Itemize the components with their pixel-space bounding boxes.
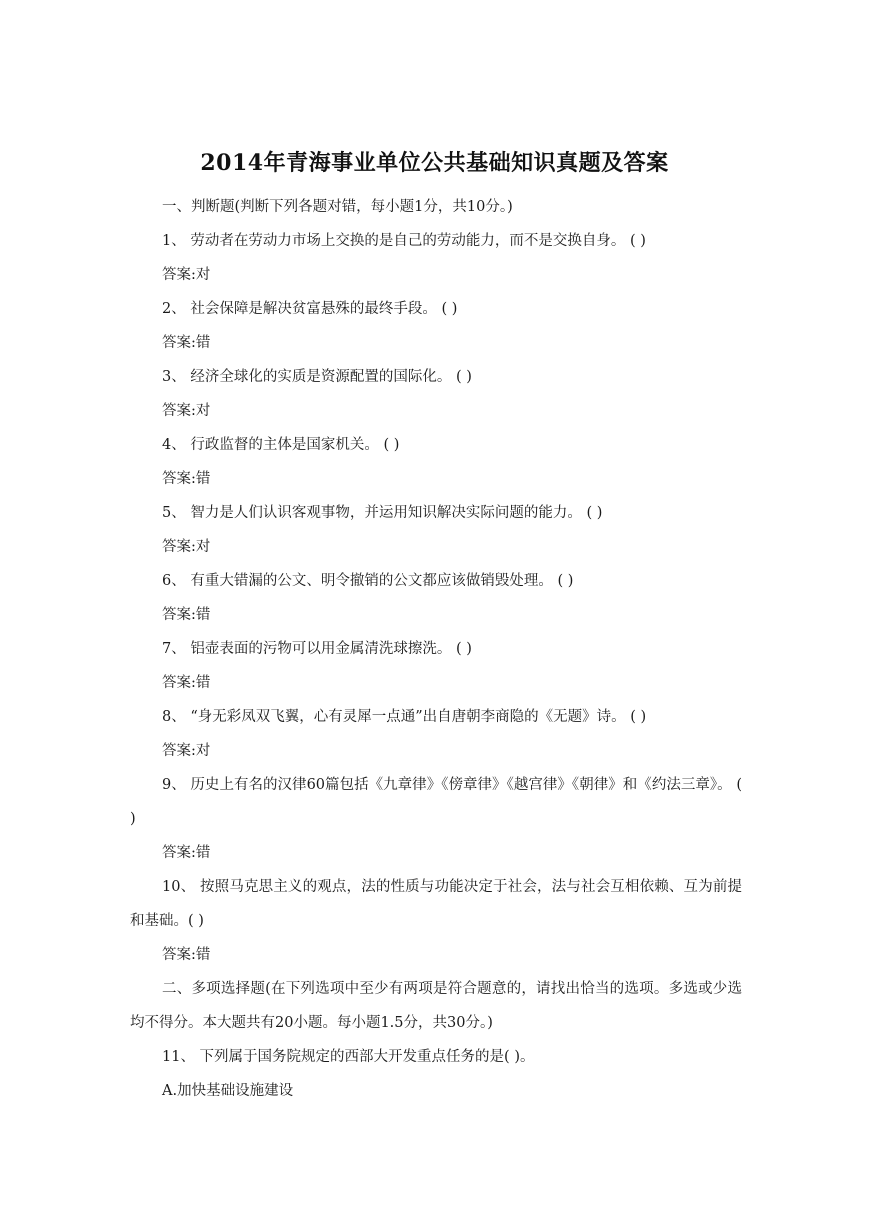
question-10: 10、 按照马克思主义的观点，法的性质与功能决定于社会，法与社会互相依赖、互为前提和基础。( ) bbox=[130, 879, 742, 929]
question-6: 6、 有重大错漏的公文、明令撤销的公文都应该做销毁处理。 ( ) bbox=[162, 573, 574, 589]
answer-4: 答案:错 bbox=[162, 471, 211, 487]
section-heading-judgment: 一、判断题(判断下列各题对错，每小题1分，共10分。) bbox=[162, 199, 513, 215]
answer-9: 答案:错 bbox=[162, 845, 211, 861]
question-1: 1、 劳动者在劳动力市场上交换的是自己的劳动能力，而不是交换自身。 ( ) bbox=[162, 233, 646, 249]
answer-8: 答案:对 bbox=[162, 743, 211, 759]
answer-3: 答案:对 bbox=[162, 403, 211, 419]
answer-7: 答案:错 bbox=[162, 675, 211, 691]
page-title: 2014年青海事业单位公共基础知识真题及答案 bbox=[200, 150, 669, 176]
document-body bbox=[130, 190, 742, 1108]
answer-10: 答案:错 bbox=[162, 947, 211, 963]
question-3: 3、 经济全球化的实质是资源配置的国际化。 ( ) bbox=[162, 369, 472, 385]
answer-1: 答案:对 bbox=[162, 267, 211, 283]
answer-2: 答案:错 bbox=[162, 335, 211, 351]
question-8: 8、 “身无彩凤双飞翼，心有灵犀一点通”出自唐朝李商隐的《无题》诗。 ( ) bbox=[162, 709, 647, 725]
question-11: 11、 下列属于国务院规定的西部大开发重点任务的是( )。 bbox=[162, 1049, 535, 1065]
question-9: 9、 历史上有名的汉律60篇包括《九章律》《傍章律》《越宫律》《朝律》和《约法三章》。 ( ) bbox=[130, 777, 742, 827]
answer-5: 答案:对 bbox=[162, 539, 211, 555]
question-5: 5、 智力是人们认识客观事物，并运用知识解决实际问题的能力。 ( ) bbox=[162, 505, 603, 521]
option-a: A.加快基础设施建设 bbox=[162, 1083, 294, 1099]
section-heading-multiple-choice: 二、多项选择题(在下列选项中至少有两项是符合题意的，请找出恰当的选项。多选或少选均不得分。本大题共有20小题。每小题1.5分，共30分。) bbox=[130, 981, 742, 1031]
question-4: 4、 行政监督的主体是国家机关。 ( ) bbox=[162, 437, 400, 453]
question-7: 7、 铝壶表面的污物可以用金属清洗球擦洗。 ( ) bbox=[162, 641, 472, 657]
answer-6: 答案:错 bbox=[162, 607, 211, 623]
question-2: 2、 社会保障是解决贫富悬殊的最终手段。 ( ) bbox=[162, 301, 458, 317]
